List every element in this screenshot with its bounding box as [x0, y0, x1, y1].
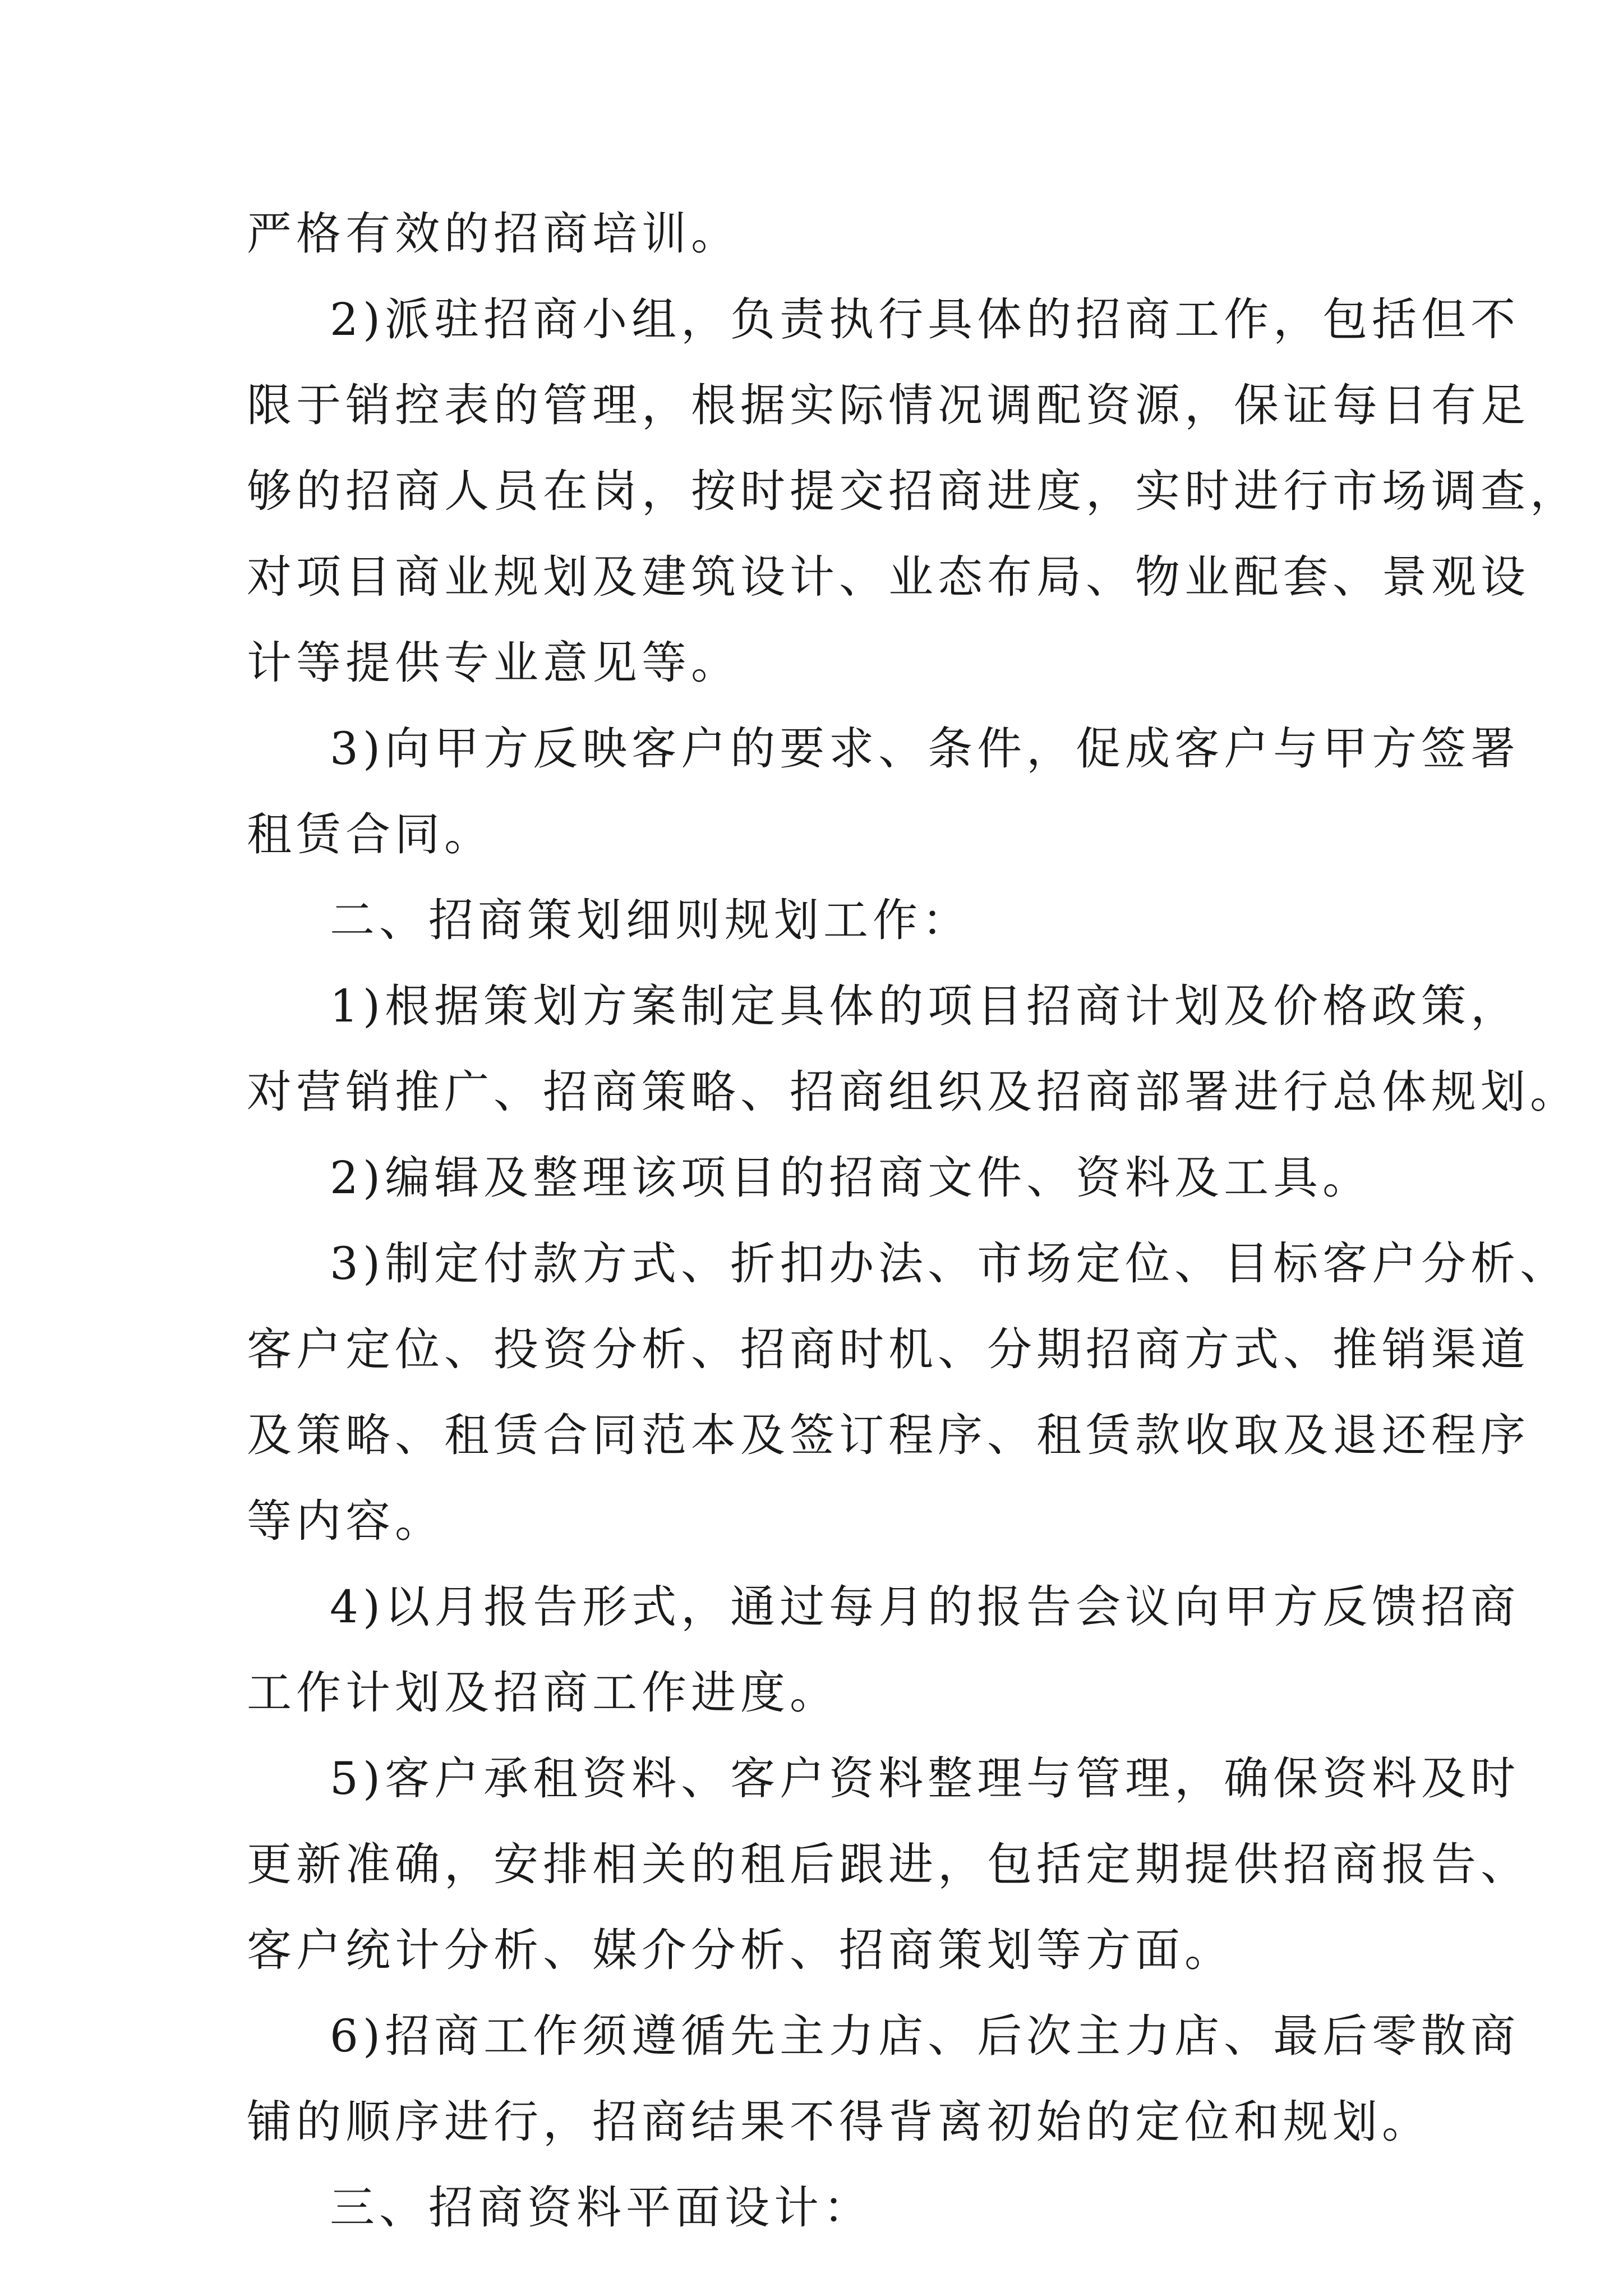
paragraph-line: 限于销控表的管理，根据实际情况调配资源，保证每日有足	[247, 379, 1530, 431]
paragraph-line: 更新准确，安排相关的租后跟进，包括定期提供招商报告、	[247, 1838, 1530, 1890]
paragraph-line: 对营销推广、招商策略、招商组织及招商部署进行总体规划。	[247, 1066, 1579, 1118]
paragraph-line: 严格有效的招商培训。	[247, 208, 740, 260]
paragraph-line: 客户统计分析、媒介分析、招商策划等方面。	[247, 1924, 1234, 1976]
paragraph-line: 计等提供专业意见等。	[247, 637, 740, 689]
paragraph-line: 4)以月报告形式，通过每月的报告会议向甲方反馈招商	[330, 1581, 1520, 1633]
document-body	[247, 191, 1579, 2251]
paragraph-line: 及策略、租赁合同范本及签订程序、租赁款收取及退还程序	[247, 1409, 1530, 1461]
paragraph-line: 等内容。	[247, 1495, 444, 1547]
paragraph-line: 租赁合同。	[247, 808, 494, 861]
paragraph-line: 2)派驻招商小组，负责执行具体的招商工作，包括但不	[330, 293, 1520, 346]
paragraph-line: 2)编辑及整理该项目的招商文件、资料及工具。	[330, 1152, 1372, 1204]
paragraph-line: 对项目商业规划及建筑设计、业态布局、物业配套、景观设	[247, 551, 1530, 603]
paragraph-line: 3)制定付款方式、折扣办法、市场定位、目标客户分析、	[330, 1237, 1570, 1290]
paragraph-line: 够的招商人员在岗，按时提交招商进度，实时进行市场调查，	[247, 465, 1579, 517]
paragraph-line: 客户定位、投资分析、招商时机、分期招商方式、推销渠道	[247, 1323, 1530, 1375]
section-heading: 三、招商资料平面设计：	[330, 2182, 873, 2234]
paragraph-line: 5)客户承租资料、客户资料整理与管理，确保资料及时	[330, 1752, 1520, 1805]
paragraph-line: 工作计划及招商工作进度。	[247, 1667, 839, 1719]
paragraph-line: 6)招商工作须遵循先主力店、后次主力店、最后零散商	[330, 2010, 1520, 2062]
section-heading: 二、招商策划细则规划工作：	[330, 894, 971, 946]
paragraph-line: 1)根据策划方案制定具体的项目招商计划及价格政策，	[330, 980, 1520, 1032]
paragraph-line: 3)向甲方反映客户的要求、条件，促成客户与甲方签署	[330, 723, 1520, 775]
paragraph-line: 铺的顺序进行，招商结果不得背离初始的定位和规划。	[247, 2096, 1431, 2148]
